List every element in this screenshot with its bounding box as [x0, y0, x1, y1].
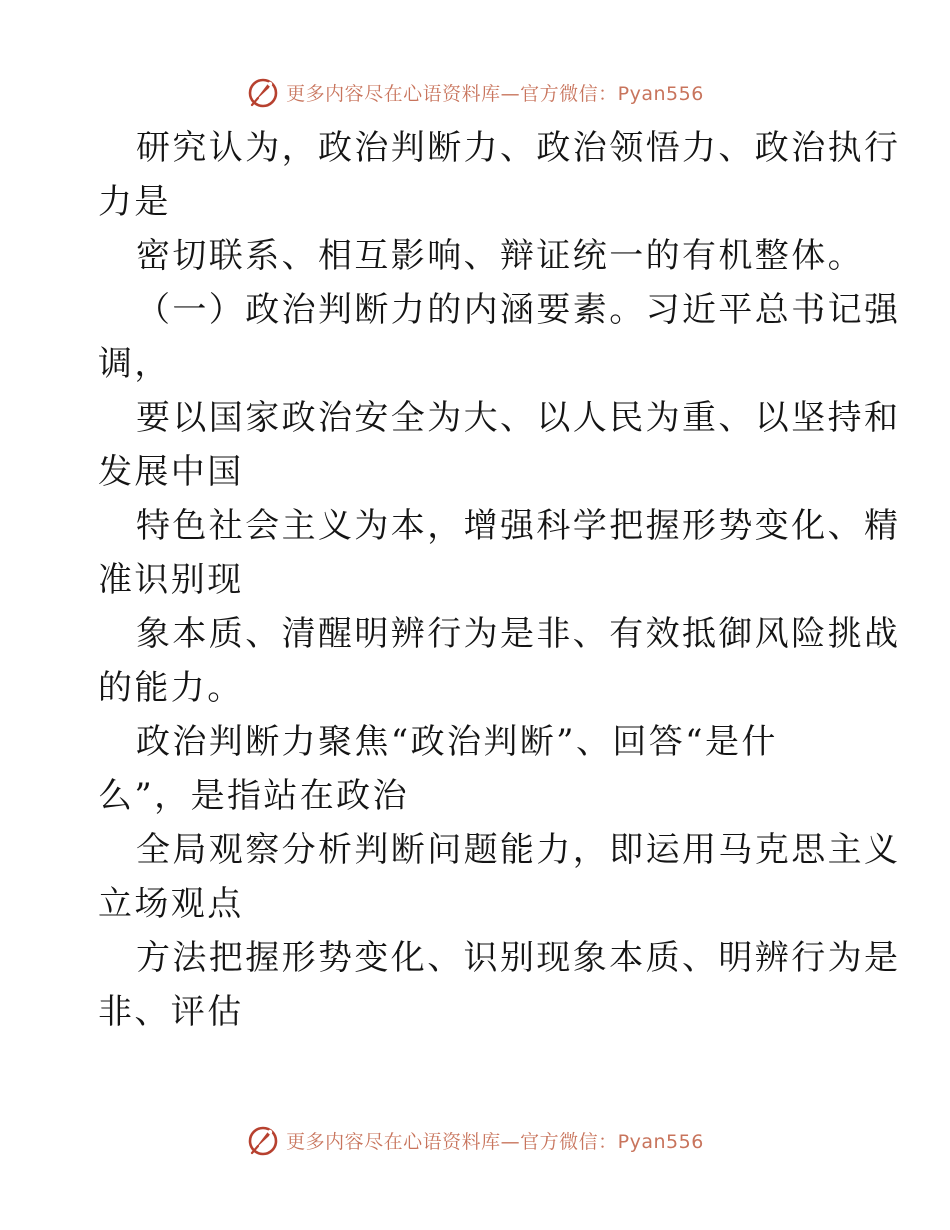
body-line: 全局观察分析判断问题能力，即运用马克思主义: [136, 830, 901, 870]
body-line: 研究认为，政治判断力、政治领悟力、政治执行: [136, 128, 901, 168]
body-line: 要以国家政治安全为大、以人民为重、以坚持和: [136, 398, 901, 438]
body-line: 准识别现: [98, 560, 244, 600]
footer-watermark-banner: [0, 1120, 950, 1160]
quill-pen-logo-icon: [246, 1123, 280, 1157]
body-line: 么”，是指站在政治: [98, 776, 409, 816]
body-line: 政治判断力聚焦“政治判断”、回答“是什: [136, 722, 778, 762]
quill-pen-logo-icon: [246, 75, 280, 109]
section-heading-line: （一）政治判断力的内涵要素。习近平总书记强: [136, 290, 901, 330]
header-watermark-banner: [0, 72, 950, 112]
body-line: 密切联系、相互影响、辩证统一的有机整体。: [136, 236, 864, 276]
body-line: 特色社会主义为本，增强科学把握形势变化、精: [136, 506, 901, 546]
body-line: 发展中国: [98, 452, 244, 492]
body-line: 非、评估: [98, 992, 244, 1032]
document-body: [98, 121, 901, 1039]
header-watermark-text: 更多内容尽在心语资料库—官方微信：Pyan556: [286, 82, 704, 105]
footer-watermark-group: [246, 1123, 704, 1157]
footer-watermark-text: 更多内容尽在心语资料库—官方微信：Pyan556: [286, 1130, 704, 1153]
body-line: 的能力。: [98, 668, 244, 708]
body-line: 象本质、清醒明辨行为是非、有效抵御风险挑战: [136, 614, 901, 654]
body-line: 方法把握形势变化、识别现象本质、明辨行为是: [136, 938, 901, 978]
header-watermark-group: [246, 75, 704, 109]
body-line: 调，: [98, 344, 171, 384]
body-line: 立场观点: [98, 884, 244, 924]
body-line: 力是: [98, 182, 171, 222]
